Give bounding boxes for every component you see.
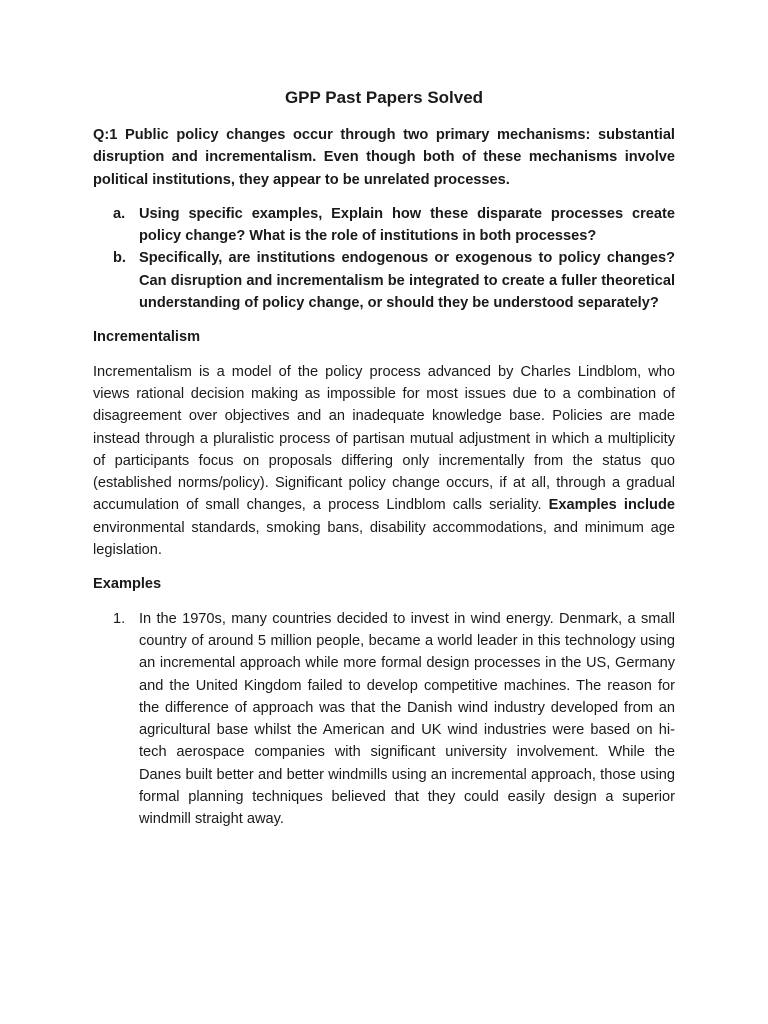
sub-question-text: Specifically, are institutions endogenous or exogenous to policy changes? Can disruption and incrementalism be integrated to create a fuller theoretical understanding of policy change, or should they be understood separately? — [139, 250, 675, 312]
example-text: In the 1970s, many countries decided to invest in wind energy. Denmark, a small country of around 5 million people, became a world leader in this technology using an incremental approach while more formal design processes in the US, Germany and the United Kingdom failed to develop competitive machines. The reason for the difference of approach was that the Danish wind industry developed from an agricultural base whilst the American and UK wind industries were based on hi-tech aerospace companies with significant university involvement. While the Danes built better and better windmills using an incremental approach, those using formal planning techniques believed that they could easily design a superior windmill straight away. — [139, 610, 675, 828]
sub-question-text: Using specific examples, Explain how these disparate processes create policy change? What is the role of institutions in both processes? — [139, 205, 675, 245]
incrementalism-paragraph — [93, 361, 675, 562]
list-marker: a. — [113, 205, 126, 222]
examples-list — [93, 608, 675, 831]
paragraph-text: environmental standards, smoking bans, disability accommodations, and minimum age legislation. — [93, 519, 675, 559]
list-marker: b. — [113, 250, 126, 267]
page-title: GPP Past Papers Solved — [284, 88, 484, 107]
paragraph-bold-text: Examples include — [548, 497, 675, 514]
section-heading-incrementalism: Incrementalism — [93, 329, 201, 346]
sub-question-item — [93, 247, 675, 314]
question-text: Q:1 Public policy changes occur through two primary mechanisms: substantial disruption and incrementalism. Even though both of these mechanisms involve political institutions, they appear to be unrelated processes. — [93, 127, 675, 188]
section-heading-examples: Examples — [93, 576, 162, 593]
list-marker: 1. — [113, 610, 126, 627]
sub-question-item — [93, 203, 675, 248]
sub-question-list — [93, 203, 675, 314]
example-item — [93, 608, 675, 831]
paragraph-text: Incrementalism is a model of the policy process advanced by Charles Lindblom, who views rational decision making as impossible for most issues due to a combination of disagreement over objectives and an inadequate knowledge base. Policies are made instead through a pluralistic process of partisan mutual adjustment in which a multiplicity of participants focus on proposals differing only incrementally from the status quo (established norms/policy). Significant policy change occurs, if at all, through a gradual accumulation of small changes, a process Lindblom calls seriality. — [93, 363, 675, 514]
